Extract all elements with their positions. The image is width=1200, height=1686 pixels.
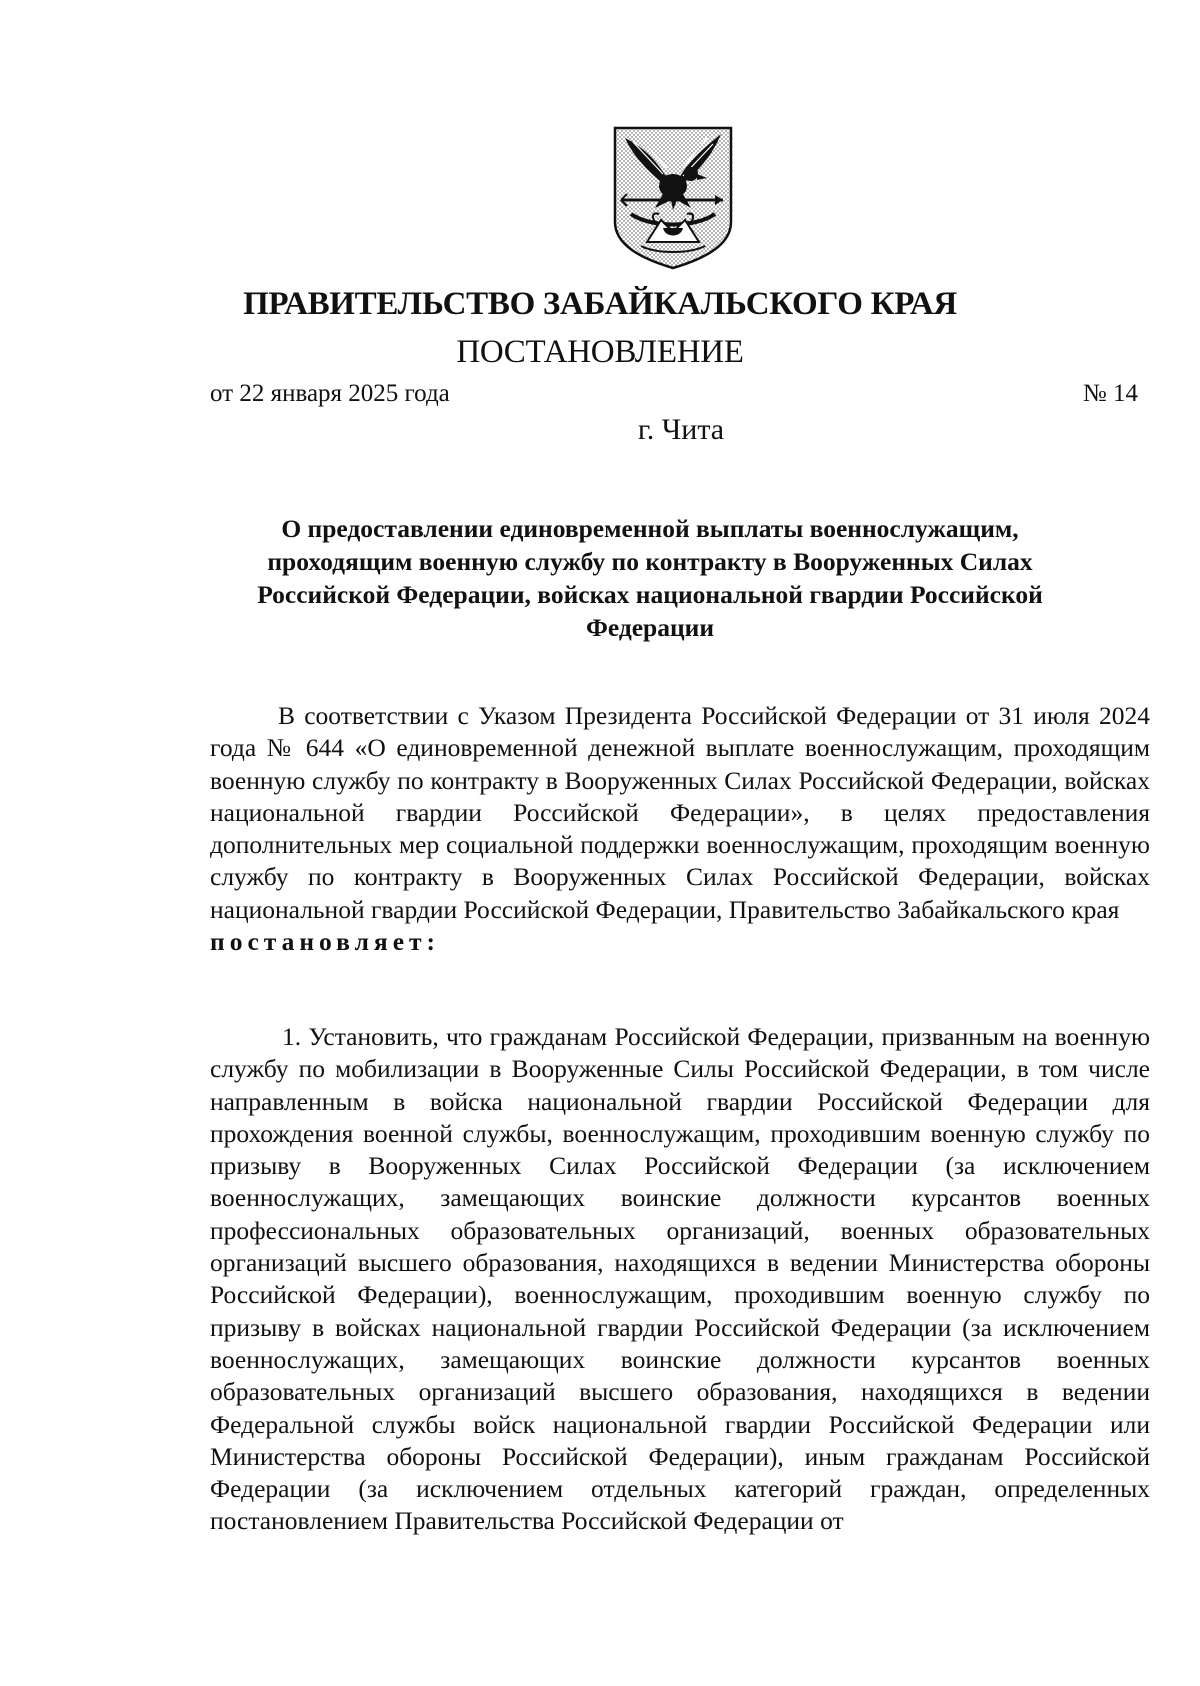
document-city: г. Чита: [637, 413, 725, 446]
document-type: ПОСТАНОВЛЕНИЕ: [456, 334, 744, 370]
document-date: от 22 января 2025 года: [210, 380, 450, 407]
preamble-paragraph: [210, 700, 1150, 958]
preamble-text: В соответствии с Указом Президента Российской Федерации от 31 июля 2024 года № 644 «О единовременной денежной выплате военнослужащим, проходящим военную службу по контракту в Вооруженных Силах Российской Федерации, войсках национальной гвардии Российской Федерации», в целях предоставления дополнительных мер социальной поддержки военнослужащим, проходящим военную службу по контракту в Вооруженных Силах Российской Федерации, войсках национальной гвардии Российской Федерации, Правительство Забайкальского края: [210, 701, 1150, 924]
resolves-word: постановляет:: [210, 927, 441, 957]
document-number: № 14: [1082, 380, 1138, 407]
coat-of-arms-emblem: [611, 124, 735, 272]
document-title: О предоставлении единовременной выплаты военнослужащим, проходящим военную службу по контракту в Вооруженных Силах Российской Федерации, войсках национальной гвардии Российской Федерации: [257, 514, 1043, 642]
organization-name: ПРАВИТЕЛЬСТВО ЗАБАЙКАЛЬСКОГО КРАЯ: [243, 286, 957, 322]
clause-1-paragraph: 1. Установить, что гражданам Российской Федерации, призванным на военную службу по мобилизации в Вооруженные Силы Российской Федерации, в том числе направленным в войска национальной гвардии Российской Федерации для прохождения военной службы, военнослужащим, проходившим военную службу по призыву в Вооруженных Силах Российской Федерации (за исключением военнослужащих, замещающих воинские должности курсантов военных профессиональных образовательных организаций, военных образовательных организаций высшего образования, находящихся в ведении Министерства обороны Российской Федерации), военнослужащим, проходившим военную службу по призыву в войсках национальной гвардии Российской Федерации (за исключением военнослужащих, замещающих воинские должности курсантов военных образовательных организаций высшего образования, находящихся в ведении Федеральной службы войск национальной гвардии Российской Федерации или Министерства обороны Российской Федерации), иным гражданам Российской Федерации (за исключением отдельных категорий граждан, определенных постановлением Правительства Российской Федерации от: [210, 1022, 1150, 1536]
